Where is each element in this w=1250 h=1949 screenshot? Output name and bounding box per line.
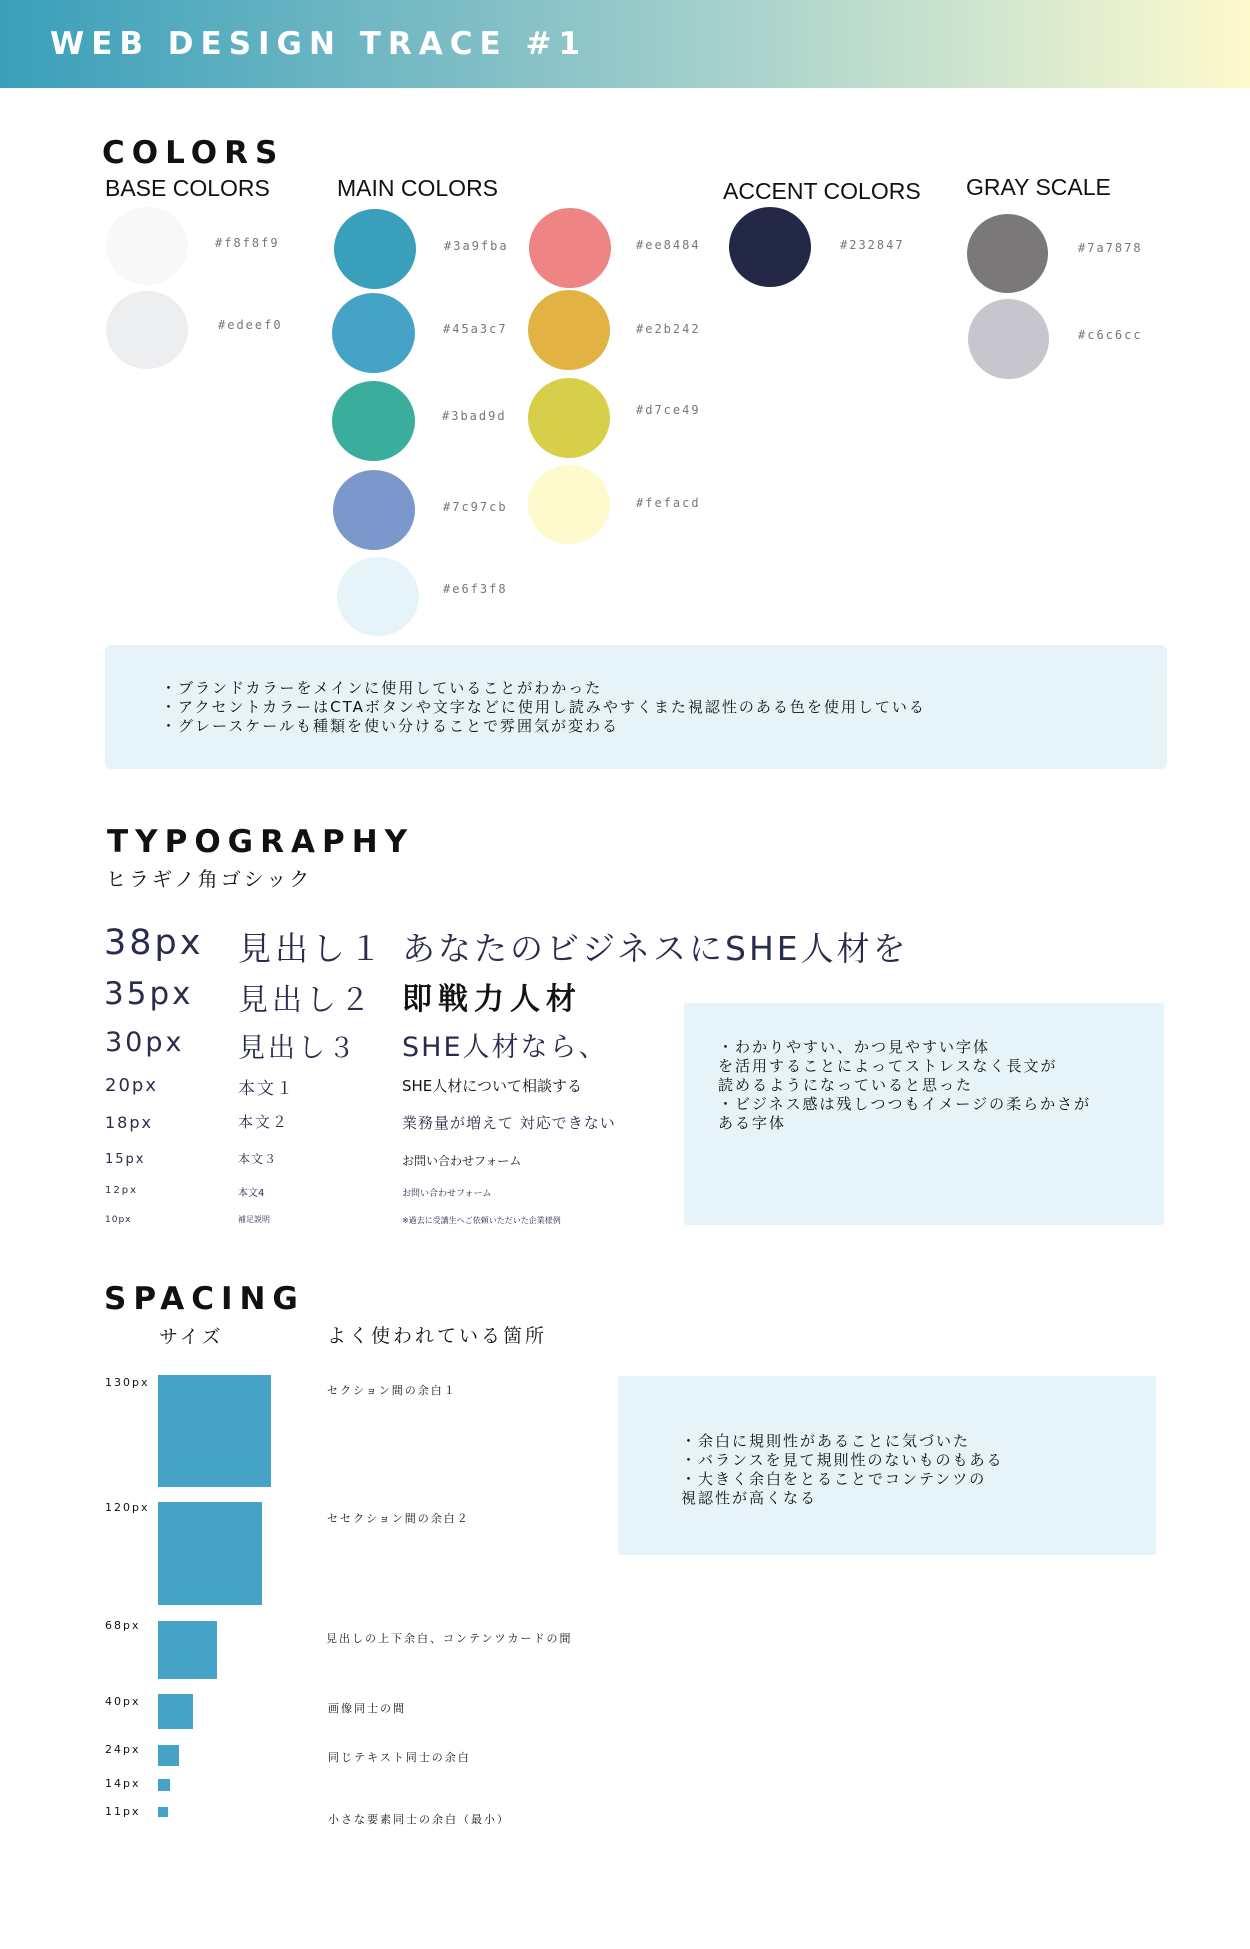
swatch-base-1 bbox=[106, 207, 188, 285]
typography-note-line: ・わかりやすい、かつ見やすい字体 bbox=[718, 1038, 991, 1056]
swatch-main-9 bbox=[528, 465, 610, 544]
spacing-size-label: 40px bbox=[105, 1695, 141, 1708]
colors-note-box bbox=[105, 645, 1167, 769]
spacing-usage: セセクション間の余白２ bbox=[327, 1512, 470, 1525]
gray-scale-label: GRAY SCALE bbox=[966, 174, 1111, 200]
typography-note-line: ・ビジネス感は残しつつもイメージの柔らかさが bbox=[718, 1095, 1092, 1113]
type-role-6: 本文３ bbox=[238, 1152, 278, 1166]
type-size-8: 10px bbox=[105, 1215, 132, 1225]
type-size-6: 15px bbox=[105, 1152, 146, 1167]
hex-gray-1: #7a7878 bbox=[1078, 241, 1143, 255]
spacing-usage: セクション間の余白１ bbox=[327, 1384, 457, 1397]
spacing-bar-40 bbox=[158, 1694, 193, 1729]
type-role-4: 本文１ bbox=[238, 1079, 295, 1099]
type-role-2: 見出し２ bbox=[238, 983, 374, 1018]
type-size-5: 18px bbox=[105, 1113, 153, 1132]
type-role-3: 見出し３ bbox=[238, 1033, 358, 1064]
spacing-usage: 小さな要素同士の余白（最小） bbox=[328, 1813, 510, 1826]
hex-main-3: #3bad9d bbox=[442, 409, 507, 423]
swatch-main-2 bbox=[332, 293, 415, 373]
swatch-main-8 bbox=[528, 378, 610, 458]
type-sample-5: 業務量が増えて 対応できない bbox=[402, 1114, 616, 1132]
spacing-usage: 見出しの上下余白、コンテンツカードの間 bbox=[326, 1632, 573, 1645]
colors-note-line: ・アクセントカラーはCTAボタンや文字などに使用し読みやすくまた視認性のある色を使用している bbox=[161, 698, 926, 716]
swatch-gray-1 bbox=[967, 214, 1048, 293]
hex-base-2: #edeef0 bbox=[218, 318, 283, 332]
spacing-size-label: 14px bbox=[105, 1777, 141, 1790]
typography-note-box bbox=[684, 1003, 1164, 1225]
spacing-bar-11 bbox=[158, 1807, 168, 1817]
spacing-size-label: 68px bbox=[105, 1619, 141, 1632]
page-title: WEB DESIGN TRACE #1 bbox=[50, 26, 588, 62]
swatch-gray-2 bbox=[968, 299, 1049, 379]
hex-main-1: #3a9fba bbox=[444, 239, 509, 253]
typography-note-line: 読めるようになっていると思った bbox=[718, 1076, 974, 1094]
type-role-5: 本文２ bbox=[238, 1113, 290, 1131]
hex-main-5: #e6f3f8 bbox=[443, 582, 508, 596]
type-size-3: 30px bbox=[105, 1027, 185, 1058]
hex-gray-2: #c6c6cc bbox=[1078, 328, 1143, 342]
spacing-note-line: ・大きく余白をとることでコンテンツの bbox=[681, 1470, 987, 1488]
header-banner bbox=[0, 0, 1250, 88]
spacing-size-label: 11px bbox=[105, 1805, 141, 1818]
hex-main-2: #45a3c7 bbox=[443, 322, 508, 336]
colors-note-line: ・ブランドカラーをメインに使用していることがわかった bbox=[161, 679, 603, 697]
spacing-bar-68 bbox=[158, 1621, 217, 1679]
type-sample-6: お問い合わせフォーム bbox=[402, 1154, 522, 1168]
spacing-usage: 画像同士の間 bbox=[328, 1702, 406, 1715]
hex-base-1: #f8f8f9 bbox=[215, 236, 280, 250]
type-sample-3: SHE人材なら、 bbox=[402, 1032, 608, 1063]
hex-main-7: #e2b242 bbox=[636, 322, 701, 336]
swatch-accent-1 bbox=[729, 207, 811, 287]
type-sample-2: 即戦力人材 bbox=[402, 982, 582, 1017]
swatch-base-2 bbox=[106, 291, 188, 369]
spacing-usage: 同じテキスト同士の余白 bbox=[328, 1751, 471, 1764]
typography-title: TYPOGRAPHY bbox=[107, 824, 415, 860]
spacing-bar-120 bbox=[158, 1502, 262, 1605]
hex-main-8: #d7ce49 bbox=[636, 403, 701, 417]
spacing-bar-24 bbox=[158, 1745, 179, 1766]
font-name: ヒラギノ角ゴシック bbox=[106, 867, 313, 891]
type-role-7: 本文4 bbox=[238, 1188, 265, 1199]
main-colors-label: MAIN COLORS bbox=[337, 175, 499, 201]
hex-accent-1: #232847 bbox=[840, 238, 905, 252]
type-sample-4: SHE人材について相談する bbox=[402, 1077, 582, 1095]
swatch-main-5 bbox=[337, 557, 419, 636]
type-size-7: 12px bbox=[105, 1185, 138, 1196]
spacing-size-label: 24px bbox=[105, 1743, 141, 1756]
type-role-1: 見出し１ bbox=[238, 929, 386, 968]
spacing-note-line: ・余白に規則性があることに気づいた bbox=[681, 1432, 971, 1450]
type-size-4: 20px bbox=[105, 1075, 158, 1096]
hex-main-4: #7c97cb bbox=[443, 500, 508, 514]
spacing-note-box bbox=[618, 1376, 1156, 1555]
typography-note-line: ある字体 bbox=[718, 1114, 787, 1132]
spacing-size-label: 120px bbox=[105, 1501, 150, 1514]
swatch-main-3 bbox=[332, 381, 415, 461]
colors-title: COLORS bbox=[102, 135, 285, 171]
type-size-2: 35px bbox=[104, 976, 194, 1012]
swatch-main-4 bbox=[333, 470, 415, 550]
spacing-note-line: ・バランスを見て規則性のないものもある bbox=[681, 1451, 1004, 1469]
type-sample-7: お問い合わせフォーム bbox=[402, 1189, 492, 1199]
hex-main-6: #ee8484 bbox=[636, 238, 701, 252]
spacing-title: SPACING bbox=[104, 1281, 305, 1317]
type-sample-1: あなたのビジネスにSHE人材を bbox=[402, 929, 909, 968]
spacing-bar-130 bbox=[158, 1375, 271, 1487]
spacing-bar-14 bbox=[158, 1779, 170, 1791]
spacing-size-label: 130px bbox=[105, 1376, 150, 1389]
spacing-size-header: サイズ bbox=[159, 1326, 224, 1348]
swatch-main-7 bbox=[528, 290, 610, 370]
swatch-main-6 bbox=[529, 208, 611, 288]
spacing-note-line: 視認性が高くなる bbox=[681, 1489, 818, 1507]
accent-colors-label: ACCENT COLORS bbox=[723, 178, 921, 204]
spacing-usage-header: よく使われている箇所 bbox=[327, 1325, 548, 1347]
type-size-1: 38px bbox=[104, 923, 204, 963]
type-role-8: 補足説明 bbox=[238, 1215, 270, 1224]
hex-main-9: #fefacd bbox=[636, 496, 701, 510]
colors-note-line: ・グレースケールも種類を使い分けることで雰囲気が変わる bbox=[161, 717, 619, 735]
base-colors-label: BASE COLORS bbox=[105, 175, 270, 201]
swatch-main-1 bbox=[334, 209, 416, 289]
typography-note-line: を活用することによってストレスなく長文が bbox=[718, 1057, 1058, 1075]
type-sample-8: ※過去に受講生へご依頼いただいた企業様例 bbox=[402, 1216, 561, 1225]
